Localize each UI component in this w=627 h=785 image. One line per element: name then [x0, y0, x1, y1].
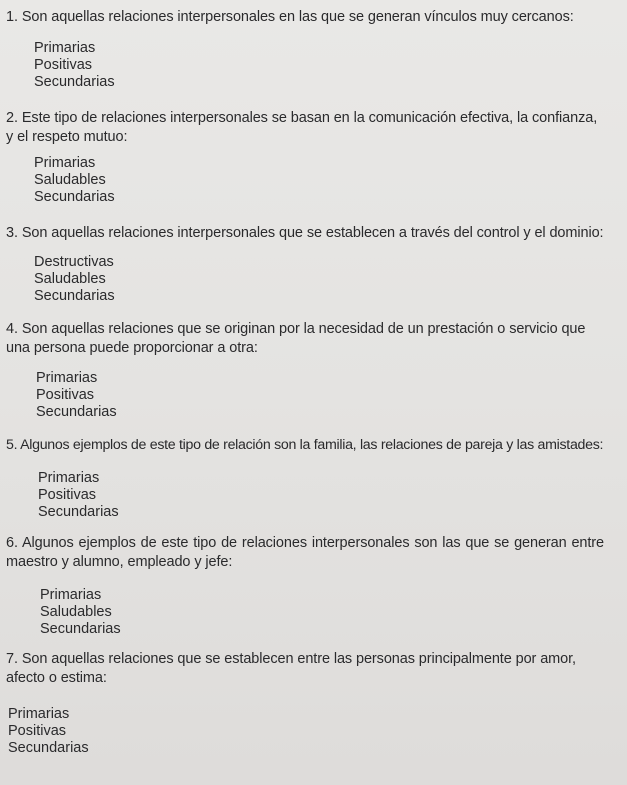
question-prompt: Son aquellas relaciones interpersonales que se establecen a través del control y el dominio: [21, 225, 604, 241]
option-primarias[interactable]: Primarias [36, 370, 98, 386]
question-number: 1. [6, 9, 18, 25]
question-prompt: Algunos ejemplos de este tipo de relaciones interpersonales son las que se generan entre maestro y alumno, empleado y jefe: [6, 535, 604, 570]
option-positivas[interactable]: Positivas [36, 387, 95, 404]
question-4-text [6, 320, 604, 358]
question-7-options [8, 706, 89, 758]
option-secundarias[interactable]: Secundarias [8, 740, 89, 757]
question-prompt: Son aquellas relaciones que se establecen entre las personas principalmente por amor, afecto o estima: [6, 651, 576, 686]
question-number: 3. [6, 225, 18, 241]
option-primarias[interactable]: Primarias [38, 470, 100, 486]
question-2-text [6, 109, 604, 147]
question-6-options [40, 587, 121, 639]
question-5-text [6, 436, 604, 455]
question-prompt: Algunos ejemplos de este tipo de relación son la familia, las relaciones de pareja y las amistades: [20, 437, 604, 453]
question-number: 5. [6, 437, 18, 453]
question-2-options [34, 155, 115, 207]
question-1-options [34, 40, 115, 92]
question-prompt: Este tipo de relaciones interpersonales se basan en la comunicación efectiva, la confianza, y el respeto mutuo: [6, 110, 598, 145]
option-primarias[interactable]: Primarias [34, 155, 96, 171]
option-positivas[interactable]: Positivas [34, 57, 93, 74]
question-number: 4. [6, 321, 18, 337]
option-saludables[interactable]: Saludables [34, 271, 106, 288]
question-5-options [38, 470, 119, 522]
question-number: 7. [6, 651, 18, 667]
question-number: 6. [6, 535, 18, 551]
option-secundarias[interactable]: Secundarias [34, 74, 115, 91]
question-6-text [6, 534, 604, 572]
option-secundarias[interactable]: Secundarias [38, 504, 119, 521]
question-number: 2. [6, 110, 18, 126]
question-prompt: Son aquellas relaciones interpersonales en las que se generan vínculos muy cercanos: [21, 9, 574, 25]
option-saludables[interactable]: Saludables [34, 172, 106, 189]
question-3-options [34, 254, 115, 306]
option-primarias[interactable]: Primarias [40, 587, 102, 603]
question-4-options [36, 370, 117, 422]
option-primarias[interactable]: Primarias [8, 706, 70, 722]
option-secundarias[interactable]: Secundarias [36, 404, 117, 421]
option-destructivas[interactable]: Destructivas [34, 254, 114, 270]
question-7-text [6, 650, 604, 688]
question-prompt: Son aquellas relaciones que se originan por la necesidad de un prestación o servicio que una persona puede proporcionar a otra: [6, 321, 586, 356]
option-primarias[interactable]: Primarias [34, 40, 96, 56]
option-secundarias[interactable]: Secundarias [34, 189, 115, 206]
option-positivas[interactable]: Positivas [38, 487, 97, 504]
option-secundarias[interactable]: Secundarias [40, 621, 121, 638]
option-secundarias[interactable]: Secundarias [34, 288, 115, 305]
option-positivas[interactable]: Positivas [8, 723, 67, 740]
option-saludables[interactable]: Saludables [40, 604, 112, 621]
question-1-text [6, 8, 604, 27]
question-3-text [6, 224, 604, 243]
